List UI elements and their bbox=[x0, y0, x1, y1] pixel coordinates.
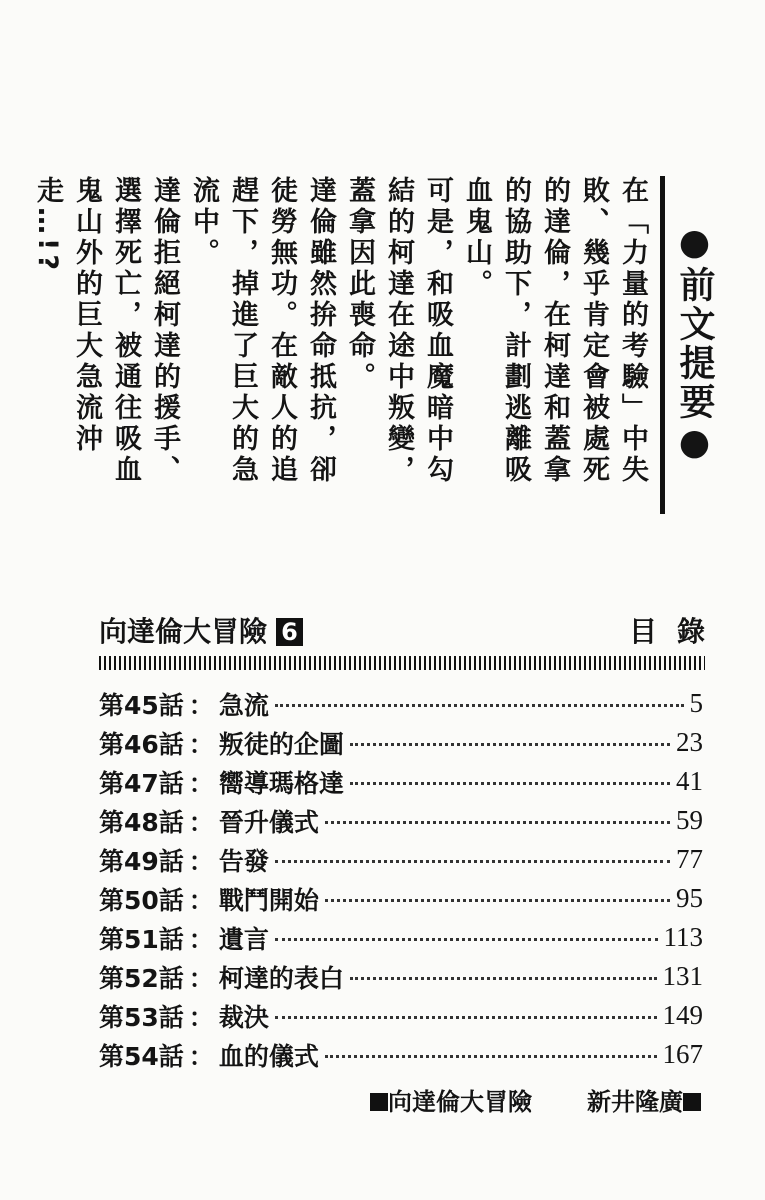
book-title-text: 向達倫大冒險 bbox=[99, 615, 268, 648]
dot-leader bbox=[350, 739, 670, 746]
credit-series: 向達倫大冒險 bbox=[388, 1088, 532, 1116]
toc-chapter: 第45話 bbox=[99, 690, 184, 720]
toc-title: 晉升儀式 bbox=[218, 807, 319, 837]
toc-entry[interactable]: 第49話 ： 告發 77 bbox=[99, 840, 703, 879]
toc-entry[interactable]: 第47話 ： 嚮導瑪格達 41 bbox=[99, 762, 703, 801]
dot-leader bbox=[275, 934, 658, 941]
toc-title: 嚮導瑪格達 bbox=[218, 768, 344, 798]
summary-text bbox=[28, 176, 652, 506]
summary-paragraph-2: 可是，和吸血魔暗中勾結的柯達在途中叛變，蓋拿因此喪命。 bbox=[344, 176, 453, 486]
toc-entry[interactable]: 第45話 ： 急流 5 bbox=[99, 684, 703, 723]
summary-paragraph-4: 達倫拒絕柯達的援手、選擇死亡，被通往吸血鬼山外的巨大急流沖走…!? bbox=[32, 176, 180, 486]
toc-page: 59 bbox=[676, 805, 703, 835]
toc-chapter: 第51話 bbox=[99, 924, 184, 954]
summary-heading: ●前文提要● bbox=[674, 222, 715, 466]
toc-title: 裁決 bbox=[218, 1002, 269, 1032]
toc-chapter: 第52話 bbox=[99, 963, 184, 993]
toc-title: 血的儀式 bbox=[218, 1041, 319, 1071]
contents-label: 目錄 bbox=[628, 615, 725, 648]
dot-leader bbox=[350, 778, 670, 785]
table-of-contents bbox=[99, 684, 703, 1074]
credit-author: 新井隆廣 bbox=[587, 1088, 683, 1116]
toc-entry[interactable]: 第48話 ： 晉升儀式 59 bbox=[99, 801, 703, 840]
dot-leader bbox=[275, 856, 670, 863]
toc-chapter: 第48話 bbox=[99, 807, 184, 837]
toc-title: 告發 bbox=[218, 846, 269, 876]
toc-chapter: 第46話 bbox=[99, 729, 184, 759]
toc-chapter: 第49話 bbox=[99, 846, 184, 876]
credit-line bbox=[370, 1082, 701, 1117]
dot-leader bbox=[325, 895, 670, 902]
toc-chapter: 第50話 bbox=[99, 885, 184, 915]
black-square-icon bbox=[683, 1093, 701, 1111]
toc-page: 167 bbox=[662, 1039, 703, 1069]
toc-entry[interactable]: 第54話 ： 血的儀式 167 bbox=[99, 1035, 703, 1074]
toc-page: 149 bbox=[662, 1000, 703, 1030]
toc-page: 131 bbox=[662, 961, 703, 991]
toc-chapter: 第54話 bbox=[99, 1041, 184, 1071]
book-title bbox=[99, 610, 303, 650]
toc-page: 5 bbox=[689, 688, 703, 718]
summary-paragraph-3: 達倫雖然拚命抵抗，卻徒勞無功。在敵人的追趕下，掉進了巨大的急流中。 bbox=[188, 176, 336, 486]
toc-entry[interactable]: 第52話 ： 柯達的表白 131 bbox=[99, 957, 703, 996]
dot-leader bbox=[275, 700, 684, 707]
toc-page: 113 bbox=[663, 922, 703, 952]
toc-entry[interactable]: 第46話 ： 叛徒的企圖 23 bbox=[99, 723, 703, 762]
dot-leader bbox=[275, 1012, 657, 1019]
toc-title: 急流 bbox=[218, 690, 269, 720]
tick-rule bbox=[99, 656, 705, 670]
summary-paragraph-1: 在「力量的考驗」中失敗、幾乎肯定會被處死的達倫，在柯達和蓋拿的協助下，計劃逃離吸血鬼山。 bbox=[461, 176, 648, 486]
toc-page: 41 bbox=[676, 766, 703, 796]
toc-entry[interactable]: 第51話 ： 遺言 113 bbox=[99, 918, 703, 957]
toc-heading bbox=[99, 610, 725, 648]
toc-title: 叛徒的企圖 bbox=[218, 729, 344, 759]
toc-page: 95 bbox=[676, 883, 703, 913]
toc-title: 遺言 bbox=[218, 924, 269, 954]
volume-badge: 6 bbox=[276, 618, 303, 646]
dot-leader bbox=[350, 973, 657, 980]
toc-title: 戰鬥開始 bbox=[218, 885, 319, 915]
dot-leader bbox=[325, 817, 670, 824]
dot-leader bbox=[325, 1051, 657, 1058]
toc-page: 23 bbox=[676, 727, 703, 757]
toc-entry[interactable]: 第50話 ： 戰鬥開始 95 bbox=[99, 879, 703, 918]
toc-entry[interactable]: 第53話 ： 裁決 149 bbox=[99, 996, 703, 1035]
toc-chapter: 第47話 bbox=[99, 768, 184, 798]
black-square-icon bbox=[370, 1093, 388, 1111]
toc-chapter: 第53話 bbox=[99, 1002, 184, 1032]
toc-title: 柯達的表白 bbox=[218, 963, 344, 993]
toc-page: 77 bbox=[676, 844, 703, 874]
